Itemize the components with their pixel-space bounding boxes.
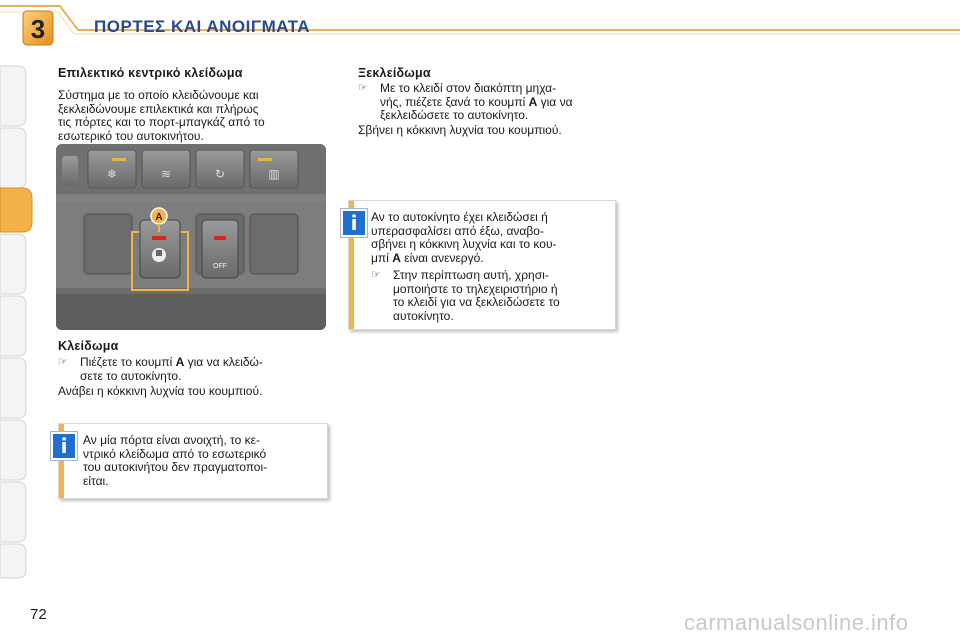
unlock-instruction bbox=[358, 82, 616, 126]
off-label: OFF bbox=[213, 263, 227, 270]
info-bullet-line: μοποιήστε το τηλεχειριστήριο ή bbox=[393, 281, 558, 296]
key-label-a: A bbox=[392, 250, 401, 265]
console-buttons-photo bbox=[56, 144, 326, 330]
button-a-marker: A bbox=[155, 212, 163, 223]
intro-line: ξεκλειδώνουμε επιλεκτικά και πλήρως bbox=[58, 101, 259, 116]
info-line: του αυτοκινήτου δεν πραγματοποι- bbox=[83, 460, 268, 475]
lock-result: Ανάβει η κόκκινη λυχνία του κουμπιού. bbox=[58, 384, 263, 398]
svg-text:3: 3 bbox=[30, 14, 46, 44]
unlock-text: ξεκλειδώσετε το αυτοκίνητο. bbox=[380, 108, 529, 123]
svg-text:≋: ≋ bbox=[160, 167, 172, 181]
intro-paragraph bbox=[58, 89, 326, 143]
section-title-selective-locking: Επιλεκτικό κεντρικό κλείδωμα bbox=[58, 66, 243, 80]
info-icon: i bbox=[51, 432, 77, 460]
intro-line: τις πόρτες και το πορτ-μπαγκάζ από το bbox=[58, 115, 265, 130]
info-line: μπί bbox=[371, 250, 389, 265]
info-line: σβήνει η κόκκινη λυχνία και το κου- bbox=[371, 237, 557, 252]
lock-text: για να κλειδώ- bbox=[187, 355, 263, 369]
section-title-locking: Κλείδωμα bbox=[58, 339, 119, 353]
info-line: Αν το αυτοκίνητο έχει κλειδώσει ή bbox=[371, 210, 548, 224]
lock-text: σετε το αυτοκίνητο. bbox=[80, 368, 182, 383]
info-bullet bbox=[371, 269, 609, 325]
watermark: carmanualsonline.info bbox=[684, 610, 909, 635]
info-bullet-line: Στην περίπτωση αυτή, χρησι- bbox=[393, 268, 549, 282]
key-label-a: A bbox=[528, 94, 538, 109]
svg-text:❄: ❄ bbox=[106, 167, 118, 181]
lock-text: Πιέζετε το κουμπί bbox=[80, 355, 173, 369]
info-box-superlocked bbox=[348, 200, 616, 330]
pointing-hand-icon: ☞ bbox=[58, 356, 68, 368]
svg-text:↻: ↻ bbox=[214, 167, 226, 181]
unlock-text: για να bbox=[540, 94, 573, 109]
unlock-text: Με το κλειδί στον διακόπτη μηχα- bbox=[380, 81, 557, 95]
side-chapter-tabs bbox=[0, 60, 36, 580]
chapter-title: ΠΟΡΤΕΣ ΚΑΙ ΑΝΟΙΓΜΑΤΑ bbox=[94, 17, 311, 36]
intro-line: Σύστημα με το οποίο κλειδώνουμε και bbox=[58, 88, 259, 102]
info-bullet-line: αυτοκίνητο. bbox=[393, 308, 454, 323]
info-bullet-line: το κλειδί για να ξεκλειδώσετε το bbox=[393, 295, 560, 310]
svg-text:▥: ▥ bbox=[268, 167, 280, 181]
info-line: ντρικό κλείδωμα από το εσωτερικό bbox=[83, 446, 267, 461]
info-text bbox=[371, 211, 609, 265]
intro-line: εσωτερικό του αυτοκινήτου. bbox=[58, 128, 204, 143]
info-text bbox=[83, 434, 319, 488]
info-line: είναι ανενεργό. bbox=[404, 250, 484, 265]
chapter-number-badge bbox=[22, 10, 54, 46]
page-number: 72 bbox=[30, 606, 47, 623]
pointing-hand-icon: ☞ bbox=[358, 82, 368, 94]
info-box-door-open bbox=[58, 423, 328, 499]
info-line: είται. bbox=[83, 473, 109, 488]
section-title-unlocking: Ξεκλείδωμα bbox=[358, 66, 431, 80]
unlock-text: νής, πιέζετε ξανά το κουμπί bbox=[380, 94, 526, 109]
info-line: υπερασφαλίσει από έξω, αναβο- bbox=[371, 223, 544, 238]
lock-instruction bbox=[58, 356, 326, 386]
unlock-result: Σβήνει η κόκκινη λυχνία του κουμπιού. bbox=[358, 123, 562, 137]
info-icon: i bbox=[341, 209, 367, 237]
key-label-a: A bbox=[175, 355, 185, 369]
info-line: Αν μία πόρτα είναι ανοιχτή, το κε- bbox=[83, 433, 260, 447]
pointing-hand-icon: ☞ bbox=[371, 269, 381, 281]
